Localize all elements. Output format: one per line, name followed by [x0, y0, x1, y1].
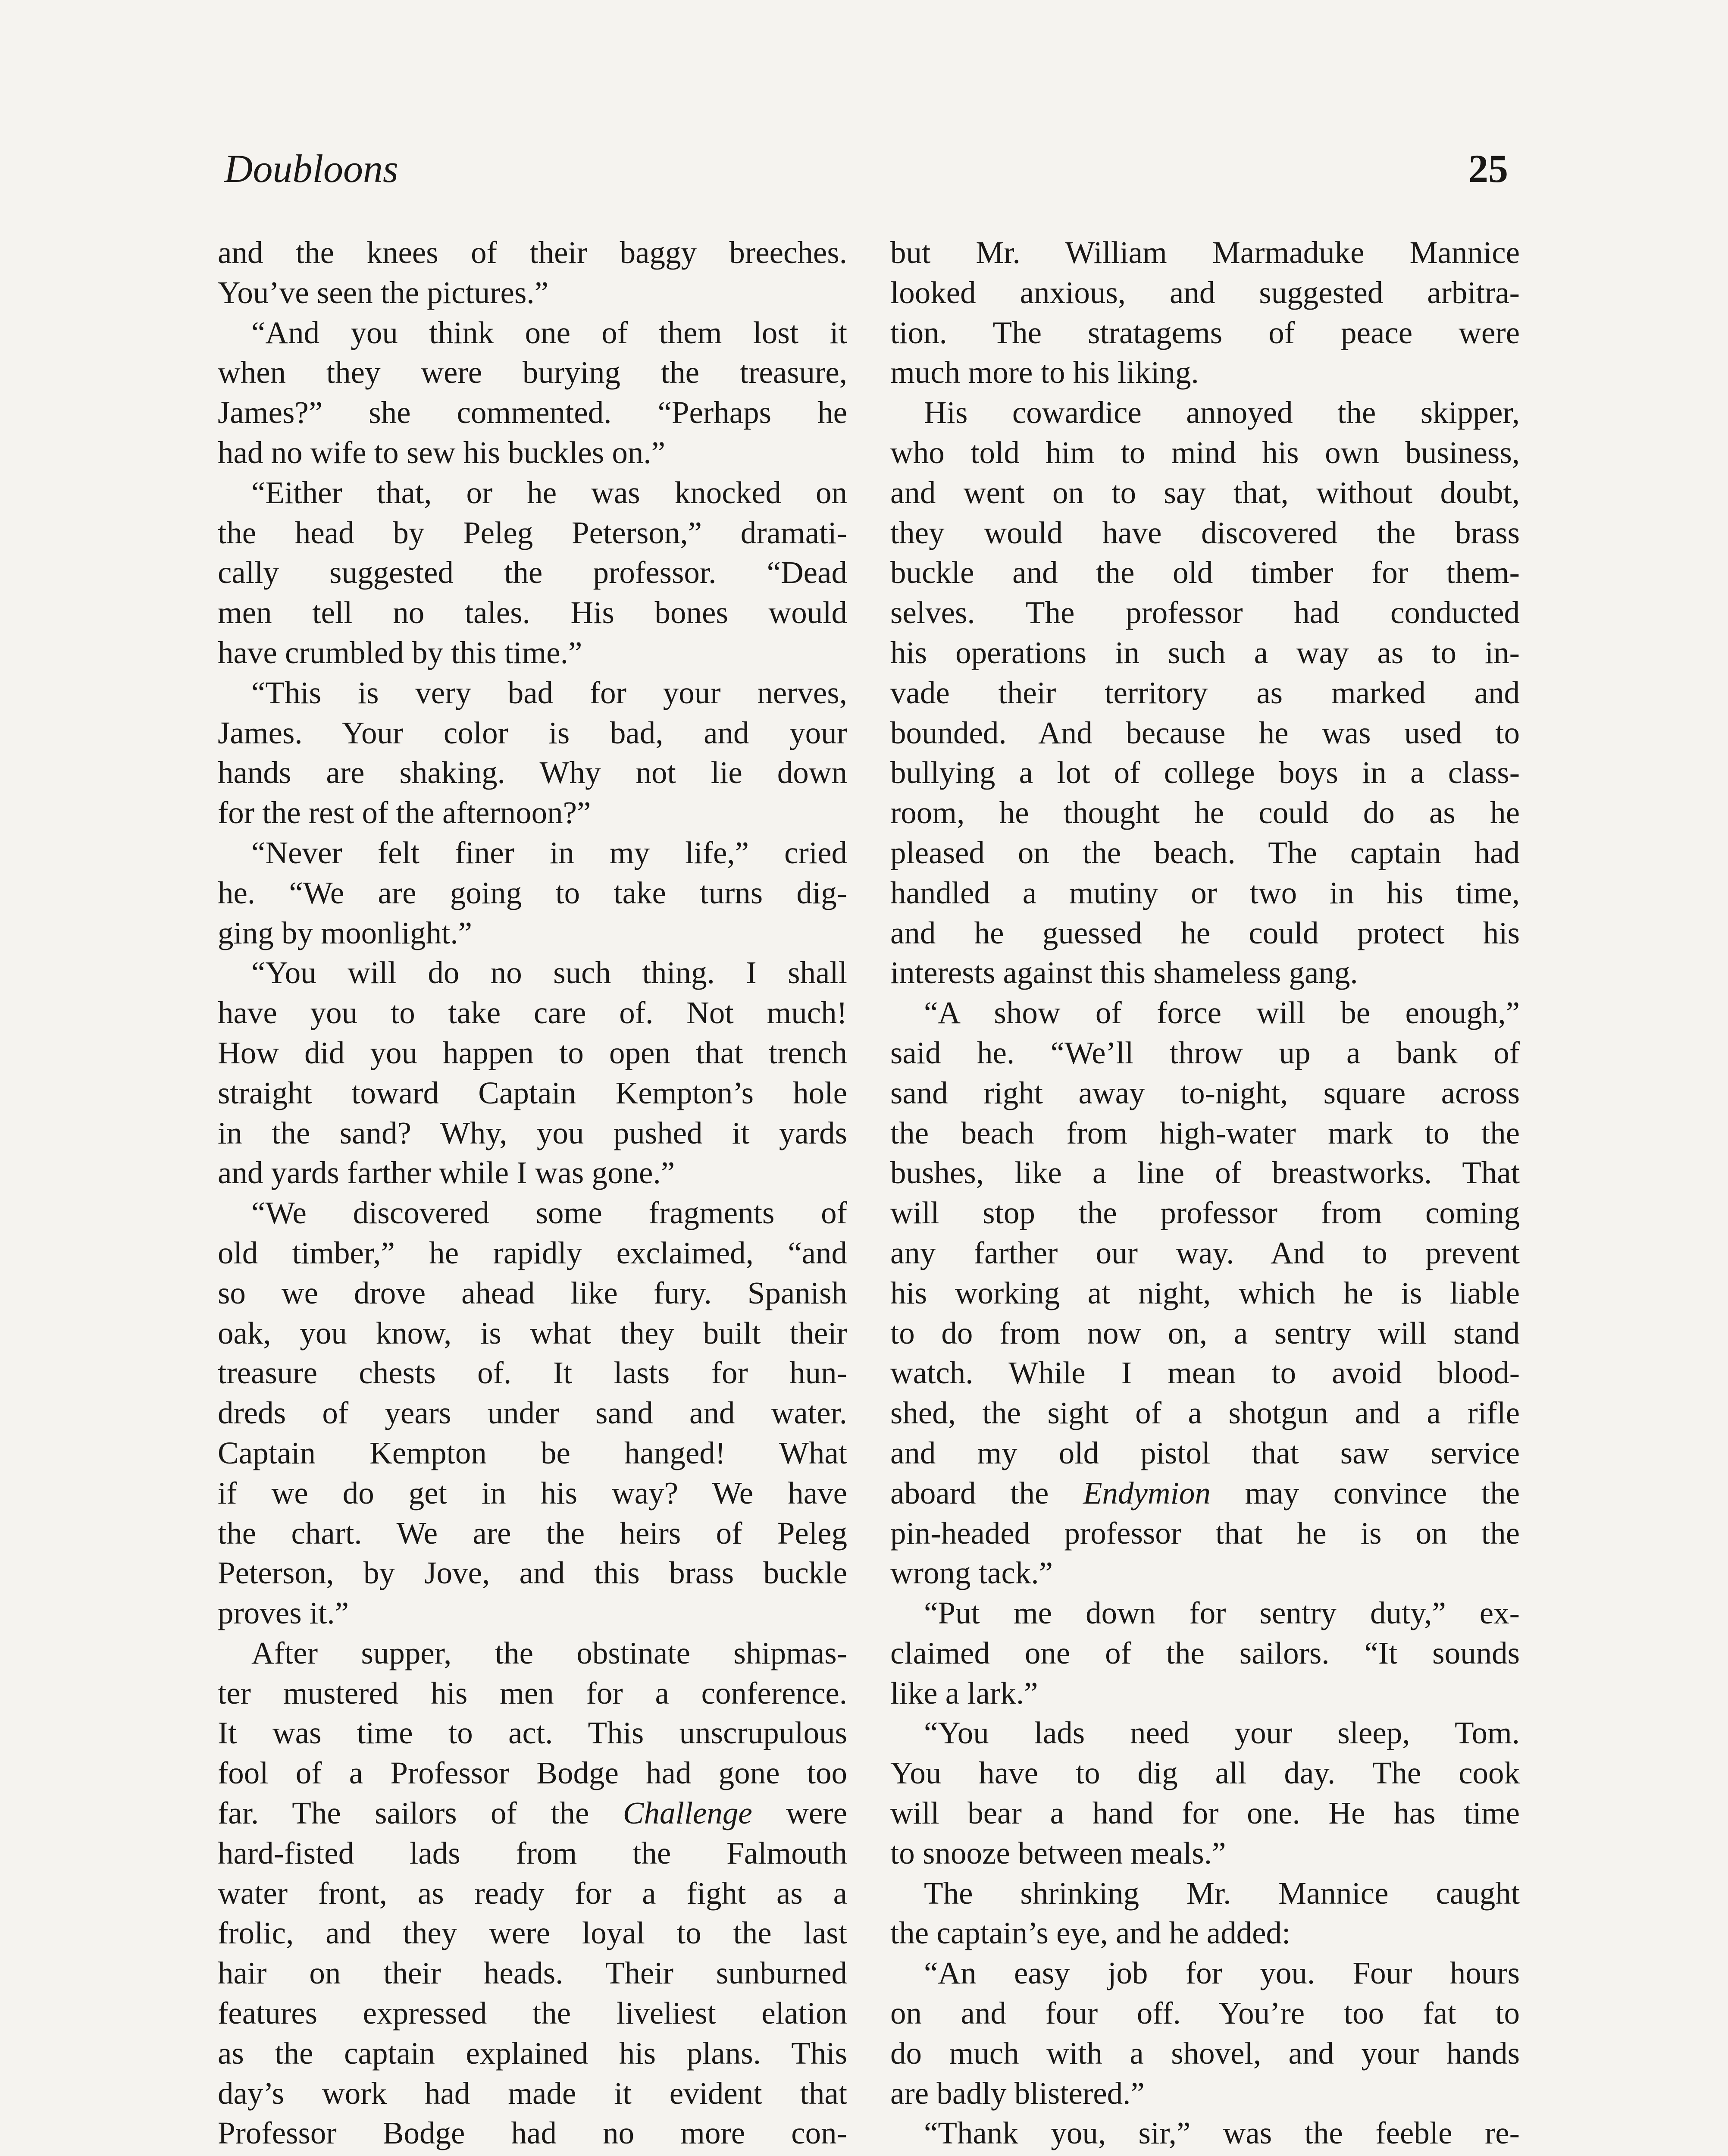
text-line: shed, the sight of a shotgun and a rifle	[890, 1395, 1520, 1431]
text-line: who told him to mind his own business,	[890, 435, 1520, 470]
text-line: if we do get in his way? We have	[218, 1475, 847, 1510]
text-line: “Thank you, sir,” was the feeble re-	[924, 2115, 1520, 2151]
text-line: the head by Peleg Peterson,” dramati-	[218, 515, 847, 550]
text-line: in the sand? Why, you pushed it yards	[218, 1115, 847, 1150]
text-line: “You lads need your sleep, Tom.	[924, 1715, 1520, 1751]
text-line: You have to dig all day. The cook	[890, 1755, 1520, 1791]
text-line: pleased on the beach. The captain had	[890, 835, 1520, 870]
text-line: Captain Kempton be hanged! What	[218, 1435, 847, 1470]
text-line: aboard the Endymion may convince the	[890, 1475, 1520, 1510]
text-line	[218, 2153, 847, 2156]
text-line: day’s work had made it evident that	[218, 2075, 847, 2111]
text-line: tion. The stratagems of peace were	[890, 315, 1520, 350]
text-line: “A show of force will be enough,”	[924, 995, 1520, 1031]
text-line: sand right away to-night, square across	[890, 1075, 1520, 1110]
text-line: they would have discovered the brass	[890, 515, 1520, 550]
text-line: cally suggested the professor. “Dead	[218, 555, 847, 590]
text-line: have crumbled by this time.”	[218, 635, 582, 670]
text-line: had no wife to sew his buckles on.”	[218, 435, 666, 470]
text-line: men tell no tales. His bones would	[218, 595, 847, 630]
text-line: hard-fisted lads from the Falmouth	[218, 1835, 847, 1871]
text-line: buckle and the old timber for them-	[890, 555, 1520, 590]
text-line: oak, you know, is what they built their	[218, 1315, 847, 1351]
text-line: It was time to act. This unscrupulous	[218, 1715, 847, 1751]
text-line: his operations in such a way as to in-	[890, 635, 1520, 670]
text-line: as the captain explained his plans. This	[218, 2035, 847, 2071]
text-line: any farther our way. And to prevent	[890, 1235, 1520, 1270]
text-line: but Mr. William Marmaduke Mannice	[890, 235, 1520, 270]
text-line: when they were burying the treasure,	[218, 355, 847, 390]
text-line: far. The sailors of the Challenge were	[218, 1796, 847, 1831]
text-line: interests against this shameless gang.	[890, 955, 1358, 990]
text-line: to snooze between meals.”	[890, 1835, 1226, 1871]
text-line: “And you think one of them lost it	[251, 315, 847, 350]
text-line: selves. The professor had conducted	[890, 595, 1520, 630]
text-line: on and four off. You’re too fat to	[890, 1996, 1520, 2031]
page-number: 25	[1468, 147, 1508, 191]
text-line: the chart. We are the heirs of Peleg	[218, 1515, 847, 1551]
text-line: are badly blistered.”	[890, 2075, 1145, 2111]
text-line: “We discovered some fragments of	[251, 1195, 847, 1231]
text-line: Professor Bodge had no more con-	[218, 2115, 847, 2151]
text-line: Peterson, by Jove, and this brass buckle	[218, 1555, 847, 1591]
text-line: The shrinking Mr. Mannice caught	[924, 1875, 1520, 1911]
text-line: the beach from high-water mark to the	[890, 1115, 1520, 1150]
text-line: frolic, and they were loyal to the last	[218, 1915, 847, 1951]
text-line: bounded. And because he was used to	[890, 715, 1520, 750]
text-line: treasure chests of. It lasts for hun-	[218, 1355, 847, 1391]
text-line: ging by moonlight.”	[218, 915, 473, 950]
text-line: room, he thought he could do as he	[890, 795, 1520, 830]
text-line: said he. “We’ll throw up a bank of	[890, 1035, 1520, 1070]
text-line: have you to take care of. Not much!	[218, 995, 847, 1031]
text-line: “You will do no such thing. I shall	[251, 955, 847, 990]
text-line: wrong tack.”	[890, 1555, 1053, 1591]
text-line: the captain’s eye, and he added:	[890, 1915, 1291, 1951]
text-line: pin-headed professor that he is on the	[890, 1515, 1520, 1551]
text-line: old timber,” he rapidly exclaimed, “and	[218, 1235, 847, 1270]
right-text-column	[890, 233, 1520, 2156]
text-line: handled a mutiny or two in his time,	[890, 875, 1520, 910]
text-line: looked anxious, and suggested arbitra-	[890, 275, 1520, 310]
running-title: Doubloons	[224, 147, 398, 191]
text-line: bushes, like a line of breastworks. That	[890, 1155, 1520, 1191]
text-line: to do from now on, a sentry will stand	[890, 1315, 1520, 1351]
text-line: James?” she commented. “Perhaps he	[218, 395, 847, 430]
text-line: his working at night, which he is liable	[890, 1275, 1520, 1310]
text-line: so we drove ahead like fury. Spanish	[218, 1275, 847, 1310]
text-line: features expressed the liveliest elation	[218, 1996, 847, 2031]
text-line: His cowardice annoyed the skipper,	[924, 395, 1520, 430]
text-line: After supper, the obstinate shipmas-	[251, 1635, 847, 1670]
text-line: much more to his liking.	[890, 355, 1199, 390]
text-line: for the rest of the afternoon?”	[218, 795, 591, 830]
text-line: vade their territory as marked and	[890, 675, 1520, 710]
text-line: will bear a hand for one. He has time	[890, 1796, 1520, 1831]
text-line: and my old pistol that saw service	[890, 1435, 1520, 1470]
text-line: dreds of years under sand and water.	[218, 1395, 847, 1431]
text-line: he. “We are going to take turns dig-	[218, 875, 847, 910]
text-line: bullying a lot of college boys in a class-	[890, 755, 1520, 790]
text-line: and went on to say that, without doubt,	[890, 475, 1520, 510]
text-line: watch. While I mean to avoid blood-	[890, 1355, 1520, 1391]
text-line: proves it.”	[218, 1595, 349, 1631]
text-line	[890, 2153, 1520, 2156]
text-line: ter mustered his men for a conference.	[218, 1675, 847, 1711]
text-line: and the knees of their baggy breeches.	[218, 235, 847, 270]
text-line: like a lark.”	[890, 1675, 1038, 1711]
text-line: straight toward Captain Kempton’s hole	[218, 1075, 847, 1110]
text-line: “An easy job for you. Four hours	[924, 1955, 1520, 1991]
text-line: do much with a shovel, and your hands	[890, 2035, 1520, 2071]
text-line: How did you happen to open that trench	[218, 1035, 847, 1070]
text-line: water front, as ready for a fight as a	[218, 1875, 847, 1911]
text-line: and he guessed he could protect his	[890, 915, 1520, 950]
text-line: hair on their heads. Their sunburned	[218, 1955, 847, 1991]
text-line: “Never felt finer in my life,” cried	[251, 835, 847, 870]
text-line: hands are shaking. Why not lie down	[218, 755, 847, 790]
text-line: You’ve seen the pictures.”	[218, 275, 548, 310]
left-text-column	[218, 233, 847, 2156]
text-line: claimed one of the sailors. “It sounds	[890, 1635, 1520, 1670]
text-line: James. Your color is bad, and your	[218, 715, 847, 750]
text-line: “Put me down for sentry duty,” ex-	[924, 1595, 1520, 1631]
text-line: “This is very bad for your nerves,	[251, 675, 847, 710]
text-line: fool of a Professor Bodge had gone too	[218, 1755, 847, 1791]
text-line: will stop the professor from coming	[890, 1195, 1520, 1231]
text-line: and yards farther while I was gone.”	[218, 1155, 675, 1191]
text-line: “Either that, or he was knocked on	[251, 475, 847, 510]
